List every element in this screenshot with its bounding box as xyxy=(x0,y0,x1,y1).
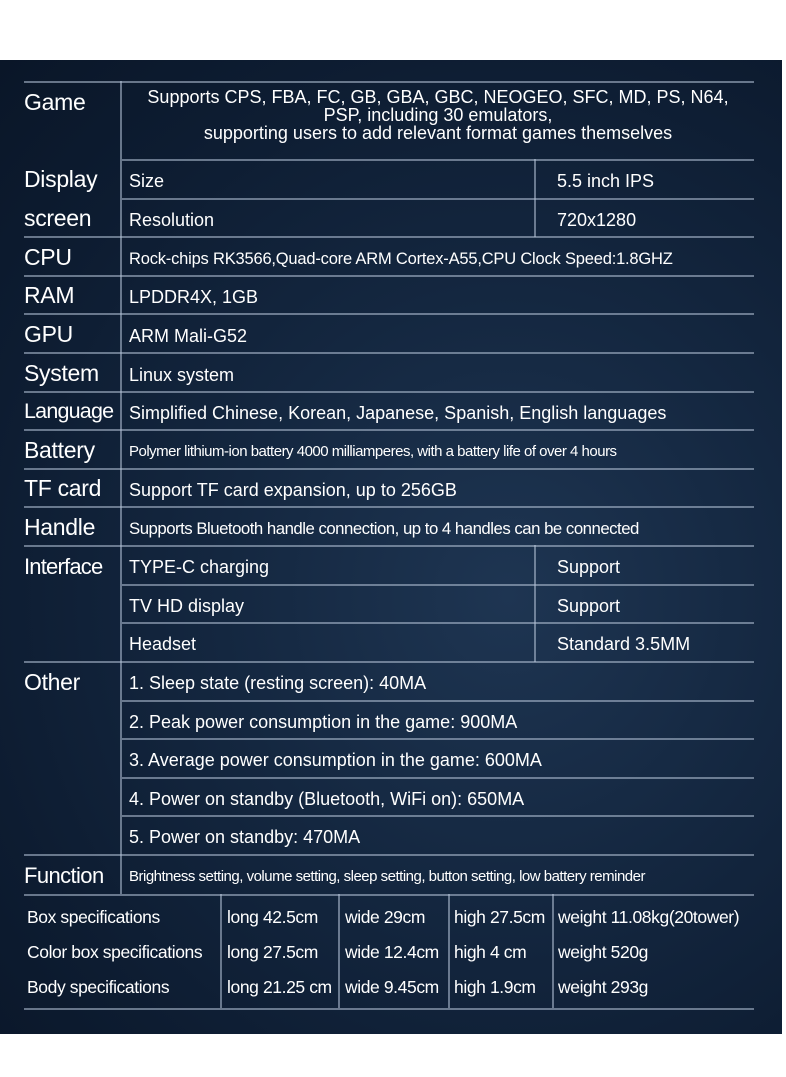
table-rule xyxy=(24,894,754,896)
language-value: Simplified Chinese, Korean, Japanese, Spanish, English languages xyxy=(129,403,667,423)
spec-high-body: high 1.9cm xyxy=(454,977,536,997)
category-language: Language xyxy=(24,399,114,423)
category-ram: RAM xyxy=(24,282,75,308)
cpu-value: Rock-chips RK3566,Quad-core ARM Cortex-A55,CPU Clock Speed:1.8GHZ xyxy=(129,250,673,268)
other-item: 3. Average power consumption in the game: 600MA xyxy=(129,750,542,770)
category-handle: Handle xyxy=(24,514,96,540)
table-rule xyxy=(122,738,754,740)
spec-weight-body: weight 293g xyxy=(558,977,648,997)
column-rule xyxy=(552,894,554,1008)
table-rule xyxy=(122,700,754,702)
spec-long-body: long 21.25 cm xyxy=(227,977,332,997)
battery-value: Polymer lithium-ion battery 4000 milliamperes, with a battery life of over 4 hours xyxy=(129,443,617,460)
category-other: Other xyxy=(24,669,81,695)
display-resolution-value: 720x1280 xyxy=(557,210,637,230)
other-item: 4. Power on standby (Bluetooth, WiFi on): 650MA xyxy=(129,789,525,809)
table-rule xyxy=(24,275,754,277)
category-cpu: CPU xyxy=(24,244,72,270)
other-item: 5. Power on standby: 470MA xyxy=(129,827,361,847)
table-rule xyxy=(24,236,754,238)
interface-headset-value: Standard 3.5MM xyxy=(557,634,691,654)
table-rule xyxy=(24,429,754,431)
column-rule xyxy=(534,545,536,662)
table-rule xyxy=(24,545,754,547)
table-rule xyxy=(122,198,754,200)
spec-weight-color-box: weight 520g xyxy=(558,942,648,962)
category-function: Function xyxy=(24,863,104,888)
spec-long-box: long 42.5cm xyxy=(227,907,318,927)
display-size-label: Size xyxy=(129,171,165,191)
table-rule xyxy=(122,159,754,161)
spec-wide-body: wide 9.45cm xyxy=(345,977,439,997)
game-description xyxy=(122,88,754,142)
game-line: Supports CPS, FBA, FC, GB, GBA, GBC, NEOGEO, SFC, MD, PS, N64, xyxy=(147,87,729,107)
interface-tv-value: Support xyxy=(557,596,621,616)
spec-wide-box: wide 29cm xyxy=(345,907,426,927)
category-display-line2: screen xyxy=(24,205,92,231)
spec-sheet-panel xyxy=(0,60,782,1034)
spec-high-box: high 27.5cm xyxy=(454,907,545,927)
category-battery: Battery xyxy=(24,437,95,463)
table-rule xyxy=(24,468,754,470)
spec-high-color-box: high 4 cm xyxy=(454,942,527,962)
table-rule xyxy=(24,313,754,315)
ram-value: LPDDR4X, 1GB xyxy=(129,287,259,307)
spec-name-body: Body specifications xyxy=(27,977,170,997)
column-rule xyxy=(448,894,450,1008)
spec-weight-box: weight 11.08kg(20tower) xyxy=(558,907,740,927)
spec-name-box: Box specifications xyxy=(27,907,160,927)
game-line: PSP, including 30 emulators, xyxy=(323,105,553,125)
table-rule xyxy=(24,391,754,393)
display-resolution-label: Resolution xyxy=(129,210,215,230)
table-rule xyxy=(122,777,754,779)
function-value: Brightness setting, volume setting, sleep setting, button setting, low battery reminder xyxy=(129,868,645,885)
category-game: Game xyxy=(24,89,86,115)
column-rule xyxy=(338,894,340,1008)
interface-tv-label: TV HD display xyxy=(129,596,245,616)
spec-long-color-box: long 27.5cm xyxy=(227,942,318,962)
table-rule xyxy=(122,815,754,817)
category-interface: Interface xyxy=(24,554,103,579)
gpu-value: ARM Mali-G52 xyxy=(129,326,248,346)
display-size-value: 5.5 inch IPS xyxy=(557,171,655,191)
table-rule xyxy=(24,661,754,663)
interface-typec-label: TYPE-C charging xyxy=(129,557,270,577)
game-line: supporting users to add relevant format games themselves xyxy=(203,123,673,143)
handle-value: Supports Bluetooth handle connection, up to 4 handles can be connected xyxy=(129,519,639,538)
column-rule xyxy=(220,894,222,1008)
spec-name-color-box: Color box specifications xyxy=(27,942,203,962)
interface-typec-value: Support xyxy=(557,557,621,577)
table-rule xyxy=(24,1008,754,1010)
table-rule xyxy=(24,81,754,83)
interface-headset-label: Headset xyxy=(129,634,197,654)
column-rule xyxy=(120,81,122,894)
table-rule xyxy=(24,854,754,856)
table-rule xyxy=(24,352,754,354)
category-system: System xyxy=(24,360,99,386)
system-value: Linux system xyxy=(129,365,235,385)
spec-table xyxy=(0,60,782,1034)
other-item: 2. Peak power consumption in the game: 900MA xyxy=(129,712,518,732)
column-rule xyxy=(534,159,536,237)
spec-wide-color-box: wide 12.4cm xyxy=(345,942,439,962)
category-gpu: GPU xyxy=(24,321,73,347)
table-rule xyxy=(122,622,754,624)
tf-card-value: Support TF card expansion, up to 256GB xyxy=(129,480,457,500)
table-rule xyxy=(122,584,754,586)
table-rule xyxy=(24,506,754,508)
other-item: 1. Sleep state (resting screen): 40MA xyxy=(129,673,427,693)
category-display-line1: Display xyxy=(24,166,98,192)
category-tf-card: TF card xyxy=(24,475,102,501)
